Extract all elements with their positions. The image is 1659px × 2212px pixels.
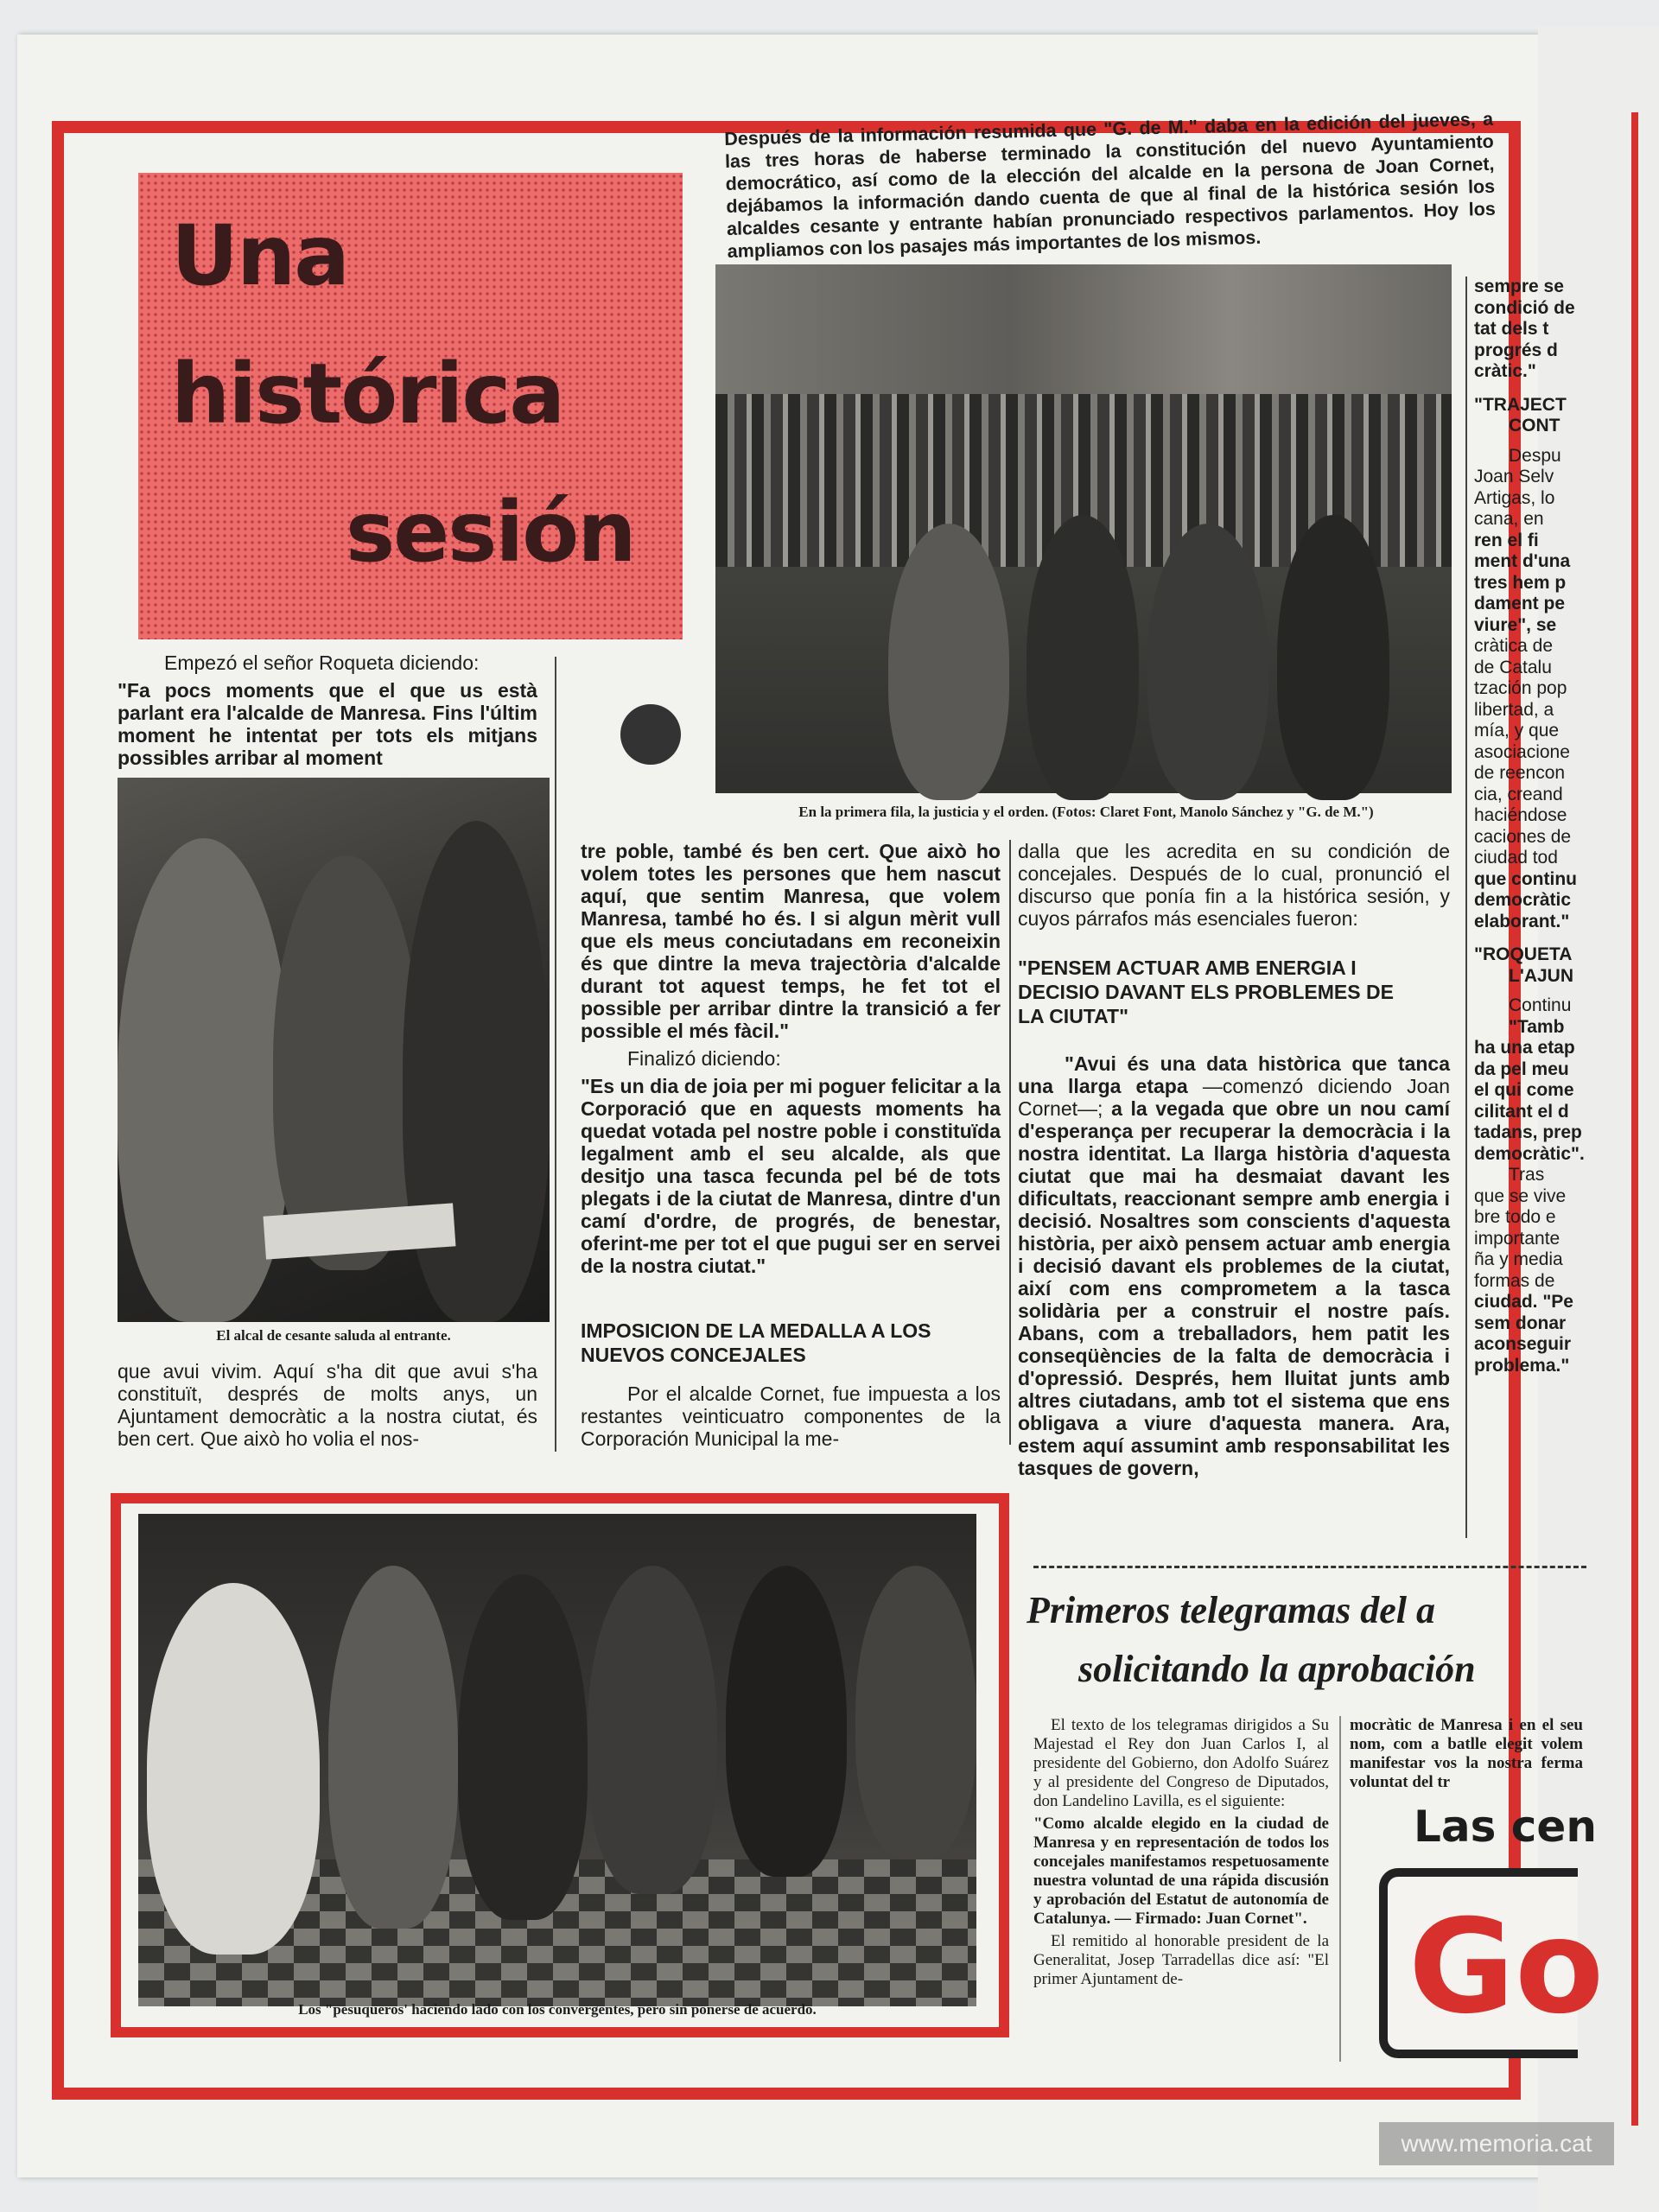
right-col-line: democràtic".: [1474, 1143, 1585, 1164]
person-left: [118, 838, 290, 1322]
col2-paragraph-3: Por el alcalde Cornet, fue impuesta a los restantes veinticuatro componentes de la Corporación Municipal la me-: [581, 1382, 1001, 1450]
col3-subhead: "PENSEM ACTUAR AMB ENERGIA I DECISIO DAVANT ELS PROBLEMES DE LA CIUTAT": [1018, 957, 1394, 1027]
column-1-top: [118, 652, 537, 774]
right-col-line: caciones de: [1474, 826, 1572, 847]
col1-lead: Empezó el señor Roqueta diciendo:: [164, 652, 480, 674]
right-col-line: tres hem p: [1474, 572, 1567, 593]
seated-man: [328, 1566, 458, 1929]
right-col-line: tat dels t: [1474, 319, 1549, 339]
col3-attribution: —comenzó diciendo Joan Cornet—;: [1018, 1075, 1450, 1120]
col2-lead: Finalizó diciendo:: [627, 1047, 781, 1070]
right-col-line: "ROQUETA: [1474, 944, 1573, 964]
right-col-line: cràtic.": [1474, 361, 1536, 381]
front-row-person: [1147, 524, 1268, 800]
council-members-photo: [138, 1514, 976, 2006]
right-col-line: Artigas, lo: [1474, 487, 1555, 508]
audience-photo: [715, 264, 1452, 793]
right-col-line: el qui come: [1474, 1080, 1574, 1100]
column-2: [581, 840, 1001, 1282]
telegram-headline-1: Primeros telegramas del a: [1027, 1589, 1435, 1631]
right-col-line: problema.": [1474, 1355, 1570, 1376]
telegram-divider: [1339, 1716, 1341, 2062]
right-col-line: cana, en: [1474, 509, 1544, 529]
front-row-person: [1277, 515, 1389, 800]
right-col-line: asociacione: [1474, 741, 1570, 762]
next-page-red-border: [1631, 112, 1647, 2126]
telegram-p1: El texto de los telegramas dirigidos a Su Majestad el Rey don Juan Carlos I, al presidente del Gobierno, don Adolfo Suárez y al presidente del Congreso de Diputados, don Landelino Lavilla, es el siguiente:: [1033, 1716, 1329, 1810]
article-title-box: [138, 173, 683, 639]
ad-heading: Las cen: [1414, 1802, 1597, 1852]
right-col-line: libertad, a: [1474, 699, 1554, 720]
col2-subhead: IMPOSICION DE LA MEDALLA A LOS NUEVOS CONCEJALES: [581, 1319, 931, 1366]
right-col-line: dament pe: [1474, 594, 1566, 613]
article-intro: Después de la información resumida que "G. de M." daba en la edición del jueves, a las tres horas de haberse terminado la constitución del nuevo Ayuntamiento democrático, así como de la elección del alcalde en la persona de Joan Cornet, dejábamos la información dando cuenta de que al final de la histórica sesión los alcaldes cesante y entrante habían pronunciado respectivos parlamentos. Hoy los ampliamos con los pasajes más importantes de los mismos.: [724, 108, 1497, 262]
telegram-headline-2: solicitando la aprobación: [1078, 1648, 1476, 1690]
seated-man: [458, 1574, 588, 1920]
col3-paragraph-1: dalla que les acredita en su condición de concejales. Después de lo cual, pronunció el discurso que ponía fin a la histórica sesión, y cuyos párrafos más esenciales fueron:: [1018, 840, 1450, 930]
right-col-line: democràtic: [1474, 890, 1572, 910]
right-col-line: L'AJUN: [1509, 965, 1573, 986]
right-col-line: haciéndose: [1474, 805, 1567, 825]
right-col-line: tzación pop: [1474, 678, 1567, 698]
photo-caption-left: El alcal de cesante saluda al entrante.: [216, 1327, 451, 1344]
seated-man: [855, 1566, 976, 1859]
right-col-line: ña y media: [1474, 1249, 1563, 1269]
right-col-line: de Catalu: [1474, 657, 1552, 677]
column-divider: [1009, 840, 1011, 1445]
right-col-line: ment d'una: [1474, 551, 1571, 571]
right-col-line: cràtica de: [1474, 636, 1554, 656]
seated-man: [726, 1566, 847, 1877]
right-col-line: condició de: [1474, 297, 1575, 318]
right-col-line: Continu: [1509, 995, 1572, 1015]
right-col-line: "TRAJECT: [1474, 394, 1567, 415]
col2-paragraph-1: tre poble, també és ben cert. Que això ho volem totes les persones que hem nascut aquí, que sentim Manresa, que volem Manresa, també ho és. I si algun mèrit vull que els meus conciutadans em reconeixin és que dintre la meva trajectòria d'alcalde durant tot aquest temps, he fet tot el possible per arribar dintre la transició a fer possible el més fàcil.": [581, 840, 1001, 1042]
decorative-dot: [620, 704, 681, 765]
front-row-person: [888, 524, 1009, 800]
telegram-section-rule: [1033, 1566, 1586, 1568]
telegram-p3: El remitido al honorable president de la Generalitat, Josep Tarradellas dice así: "El primer Ajuntament de-: [1033, 1932, 1329, 1988]
seated-man: [588, 1566, 717, 1894]
right-col-line: elaborant.": [1474, 911, 1570, 931]
hall-wall: [715, 264, 1452, 403]
right-col-line: sempre se: [1474, 276, 1564, 296]
advertisement-box: [1379, 1868, 1605, 2058]
seated-woman: [147, 1583, 320, 1955]
right-col-line: que se vive: [1474, 1185, 1567, 1206]
column-1-bottom: [118, 1360, 537, 1455]
right-col-line: bre todo e: [1474, 1207, 1556, 1227]
title-line-2: histórica: [171, 346, 564, 442]
right-col-line: ciudad. "Pe: [1474, 1292, 1573, 1312]
col2-paragraph-2: "Es un dia de joia per mi poguer felicitar a la Corporació que en aquests moments ha quedat votada pel nostre poble i constituïda legalment amb el seu alcalde, als que desitjo una tasca fecunda pel bé de tots plegats i de la ciutat de Manresa, dintre d'un camí d'ordre, de progrés, de benestar, oferint-me per tot el que pugui ser en servei de la nostra ciutat.": [581, 1075, 1001, 1277]
right-col-line: CONT: [1509, 416, 1560, 435]
telegram-column-2: [1350, 1716, 1583, 1791]
photo-caption-top: En la primera fila, la justicia y el orden. (Fotos: Claret Font, Manolo Sánchez y "G. de M."): [798, 804, 1374, 820]
column-2-end: [581, 1382, 1001, 1455]
right-col-line: tadans, prep: [1474, 1122, 1582, 1142]
telegram-col2-text: mocràtic de Manresa i en el seu nom, com a batlle elegit volem manifestar vos la nostra ferma voluntat del tr: [1350, 1716, 1583, 1791]
right-col-line: da pel meu: [1474, 1058, 1569, 1079]
right-col-line: sem donar: [1474, 1313, 1567, 1333]
front-row-person: [1027, 515, 1139, 800]
column-divider: [555, 657, 556, 1452]
right-col-line: mía, y que: [1474, 721, 1560, 741]
column-3: [1018, 840, 1450, 935]
telegram-p2: "Como alcalde elegido en la ciudad de Manresa y en representación de todos los concejales manifestamos respetuosamente nuestra voluntad de una rápida discusión y aprobación del Estatut de autonomía de Catalunya. — Firmado: Juan Cornet".: [1033, 1815, 1329, 1928]
right-col-line: que continu: [1474, 868, 1577, 889]
column-divider: [1465, 276, 1467, 1538]
watermark: www.memoria.cat: [1379, 2122, 1614, 2165]
photo-caption-bottom: Los "pesuqueros' haciendo lado con los convergentes, pero sin ponerse de acuerdo.: [298, 2001, 817, 2018]
col3-paragraph-2: [1018, 1052, 1450, 1479]
right-col-line: viure", se: [1474, 614, 1557, 635]
ad-logo-text: Go: [1408, 1892, 1605, 2043]
right-col-line: cia, creand: [1474, 784, 1563, 804]
right-col-line: progrés d: [1474, 340, 1558, 360]
right-col-line: ren el fi: [1474, 530, 1539, 550]
right-col-line: Tras: [1509, 1165, 1545, 1185]
title-line-3: sesión: [346, 484, 635, 581]
right-col-line: aconseguir: [1474, 1334, 1572, 1354]
right-col-line: Joan Selv: [1474, 467, 1554, 486]
right-col-line: de reencon: [1474, 763, 1566, 783]
col1-continuation: que avui vivim. Aquí s'ha dit que avui s'ha constituït, després de molts anys, un Ajuntament democràtic a la nostra ciutat, és ben cert. Que això ho volia el nos-: [118, 1360, 537, 1450]
right-col-line: "Tamb: [1509, 1016, 1565, 1037]
telegram-column-1: [1033, 1716, 1329, 1993]
col1-quote: "Fa pocs moments que el que us està parlant era l'alcalde de Manresa. Fins l'últim moment he intentat per tots els mitjans possibles arribar al moment: [118, 679, 537, 769]
right-col-line: importante: [1474, 1228, 1560, 1249]
handshake-photo: [118, 778, 550, 1322]
right-cutoff-column: [1474, 276, 1585, 1538]
right-col-line: cilitant el d: [1474, 1101, 1569, 1122]
right-col-line: ciudad tod: [1474, 848, 1558, 868]
col3-quote-rest: a la vegada que obre un nou camí d'esperança per recuperar la democràcia i la nostra identitat. La llarga història d'aquesta ciutat que mai ha desmaiat davant les dificultats, reaccionant sempre amb energia i decisió. Nosaltres som conscients d'aquesta història, per això pensem actuar amb energia i decisió davant els problemes de la ciutat, així com ens comprometem a la tasca solidària per a construir el nostre país. Abans, com a treballadors, hem patit les conseqüències de la falta de democràcia i d'opressió. Després, hem lluitat junts amb altres ciutadans, amb tot el sistema que ens obligava a viure d'aquesta manera. Ara, estem aquí assumint amb responsabilitat les tasques de govern,: [1018, 1097, 1451, 1479]
right-col-line: ha una etap: [1474, 1038, 1575, 1058]
right-col-line: formas de: [1474, 1270, 1555, 1291]
column-3-quote: [1018, 1052, 1450, 1484]
right-col-line: Despu: [1509, 445, 1561, 466]
title-line-1: Una: [171, 207, 349, 304]
col3-quote-start: "Avui és una data històrica que tanca una llarga etapa: [1018, 1052, 1450, 1097]
